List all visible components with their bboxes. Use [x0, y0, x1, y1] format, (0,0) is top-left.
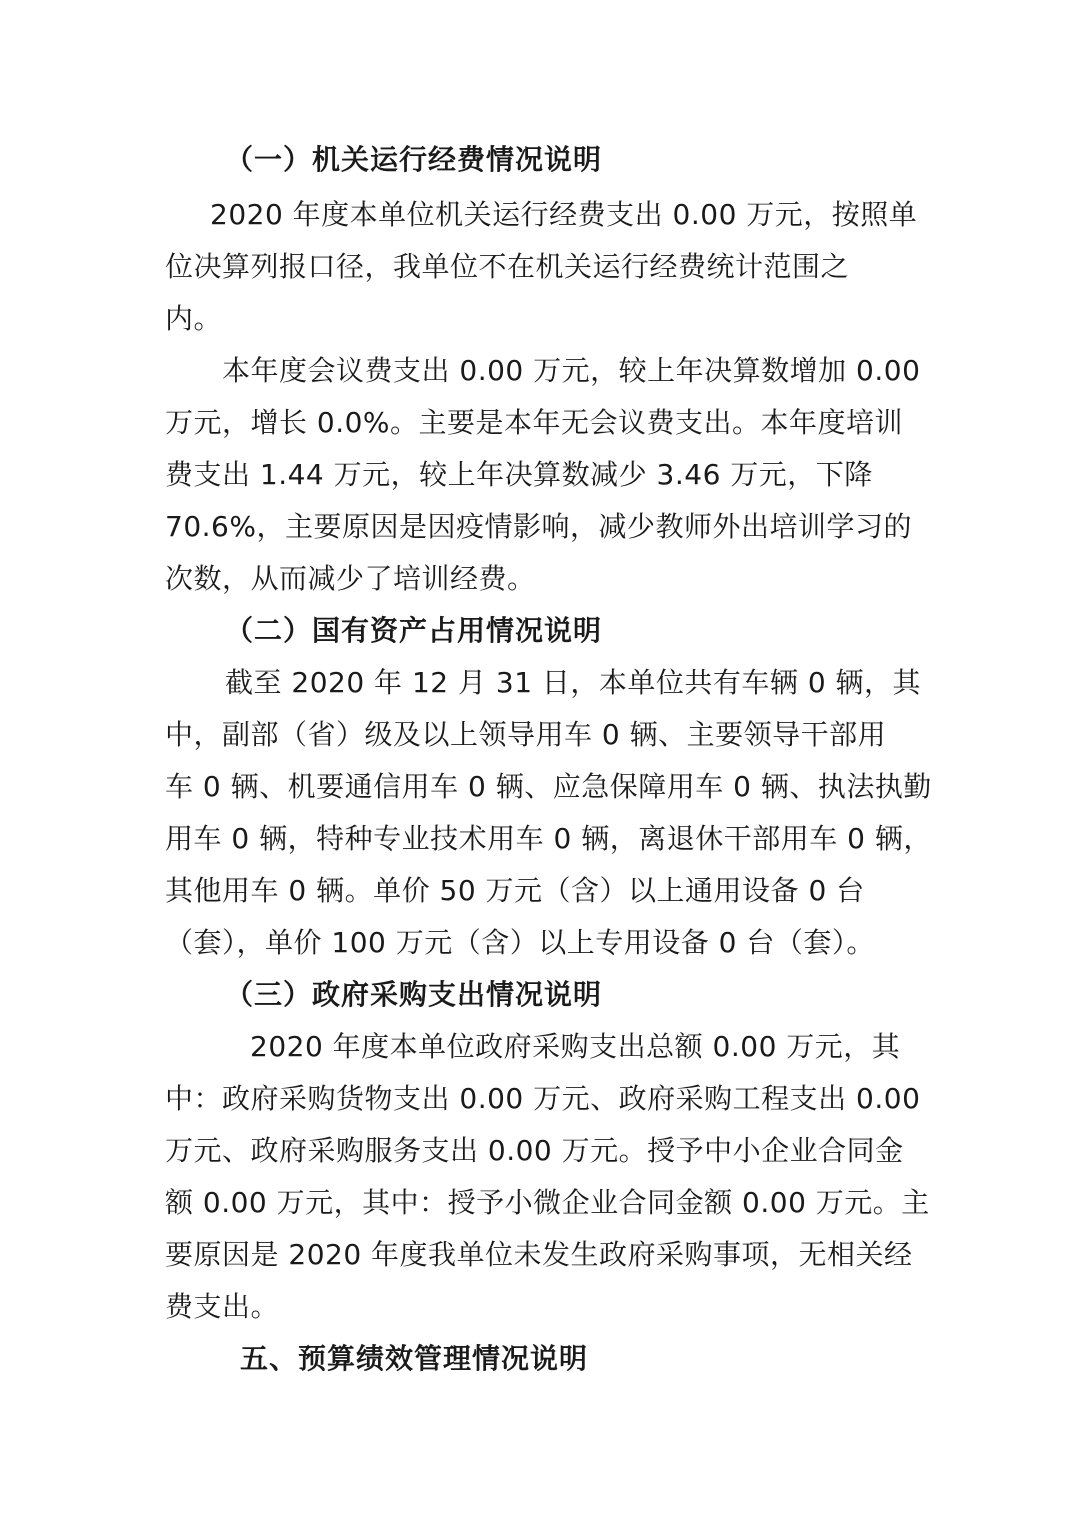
paragraph-line: 2020 年度本单位机关运行经费支出 0.00 万元，按照单 — [210, 198, 918, 231]
paragraph-line: 位决算列报口径，我单位不在机关运行经费统计范围之 — [165, 250, 850, 283]
paragraph-line: 70.6%，主要原因是因疫情影响，减少教师外出培训学习的 — [165, 510, 912, 543]
paragraph-line: （套），单价 100 万元（含）以上专用设备 0 台（套）。 — [165, 926, 875, 959]
section-heading: （二）国有资产占用情况说明 — [225, 614, 603, 647]
paragraph-line: 用车 0 辆，特种专业技术用车 0 辆，离退休干部用车 0 辆， — [165, 822, 932, 855]
section-heading: （一）机关运行经费情况说明 — [225, 143, 603, 176]
paragraph-line: 万元、政府采购服务支出 0.00 万元。授予中小企业合同金 — [165, 1134, 904, 1167]
paragraph-line: 其他用车 0 辆。单价 50 万元（含）以上通用设备 0 台 — [165, 874, 865, 907]
paragraph-line: 2020 年度本单位政府采购支出总额 0.00 万元，其 — [250, 1030, 901, 1063]
paragraph-line: 要原因是 2020 年度我单位未发生政府采购事项，无相关经 — [165, 1238, 913, 1271]
paragraph-line: 中：政府采购货物支出 0.00 万元、政府采购工程支出 0.00 — [165, 1082, 921, 1115]
paragraph-line: 内。 — [165, 302, 223, 335]
paragraph-line: 费支出 1.44 万元，较上年决算数减少 3.46 万元，下降 — [165, 458, 873, 491]
paragraph-line: 车 0 辆、机要通信用车 0 辆、应急保障用车 0 辆、执法执勤 — [165, 770, 932, 803]
paragraph-line: 费支出。 — [165, 1290, 280, 1323]
section-heading: （三）政府采购支出情况说明 — [225, 978, 603, 1011]
chapter-heading: 五、预算绩效管理情况说明 — [240, 1342, 589, 1375]
paragraph-line: 万元，增长 0.0%。主要是本年无会议费支出。本年度培训 — [165, 406, 904, 439]
paragraph-line: 次数，从而减少了培训经费。 — [165, 562, 536, 595]
paragraph-line: 额 0.00 万元，其中：授予小微企业合同金额 0.00 万元。主 — [165, 1186, 930, 1219]
paragraph-line: 本年度会议费支出 0.00 万元，较上年决算数增加 0.00 — [222, 354, 921, 387]
paragraph-line: 中，副部（省）级及以上领导用车 0 辆、主要领导干部用 — [165, 718, 887, 751]
paragraph-line: 截至 2020 年 12 月 31 日，本单位共有车辆 0 辆，其 — [225, 666, 922, 699]
